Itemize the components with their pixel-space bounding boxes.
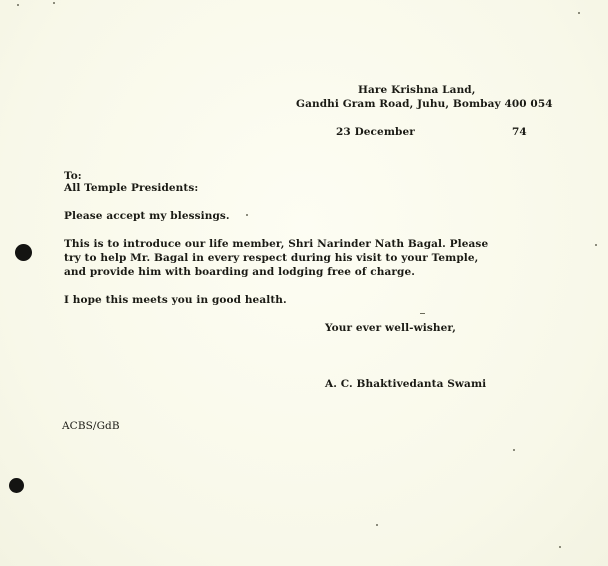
body-paragraph-line: This is to introduce our life member, Shri Narinder Nath Bagal. Please (64, 238, 489, 250)
paper-speck (420, 313, 425, 314)
paper-speck (376, 524, 378, 526)
paper-speck (559, 546, 561, 548)
date-day-month: 23 December (336, 126, 415, 138)
paper-speck (578, 12, 580, 14)
paper-speck (246, 214, 248, 216)
address-line-2: Gandhi Gram Road, Juhu, Bombay 400 054 (296, 98, 553, 110)
paper-speck (595, 244, 597, 246)
paper-speck (513, 449, 515, 451)
paper-speck (53, 2, 55, 4)
valediction: Your ever well-wisher, (325, 322, 456, 334)
to-label: To: (64, 170, 82, 182)
reference-initials: ACBS/GdB (62, 420, 120, 432)
greeting: Please accept my blessings. (64, 210, 230, 222)
address-line-1: Hare Krishna Land, (358, 84, 476, 96)
punch-hole-top (15, 244, 32, 261)
paper-speck (17, 4, 19, 6)
closing-wish: I hope this meets you in good health. (64, 294, 287, 306)
date-year: 74 (512, 126, 527, 138)
punch-hole-bottom (9, 478, 24, 493)
signatory-name: A. C. Bhaktivedanta Swami (325, 378, 487, 390)
body-paragraph-line: try to help Mr. Bagal in every respect during his visit to your Temple, (64, 252, 479, 264)
body-paragraph-line: and provide him with boarding and lodging free of charge. (64, 266, 415, 278)
addressee: All Temple Presidents: (64, 182, 199, 194)
